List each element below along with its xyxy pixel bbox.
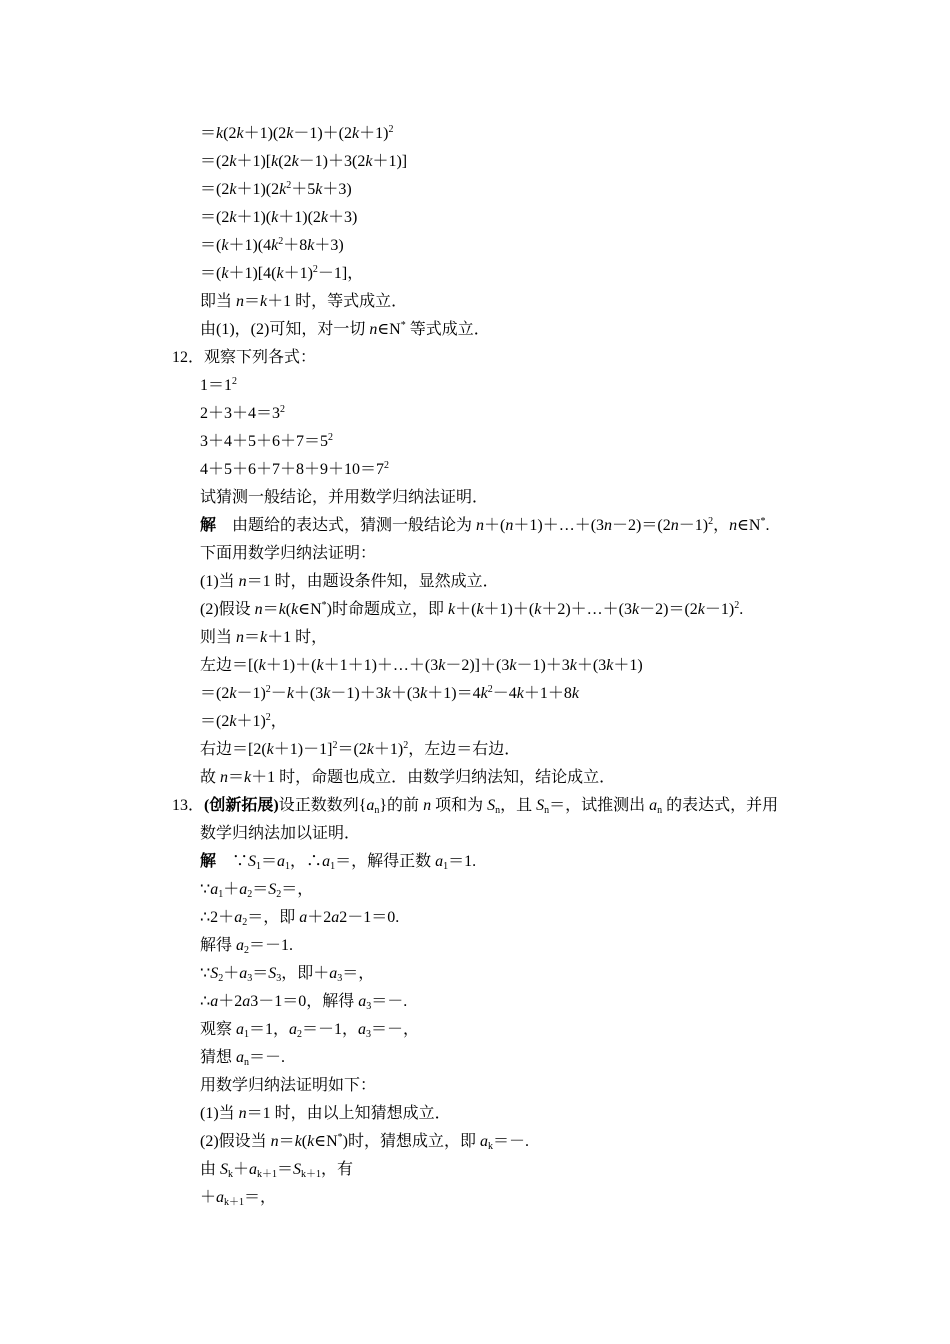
text-line: 数学归纳法加以证明．: [200, 825, 361, 842]
text-line: 故 n＝k＋1 时，命题也成立．由数学归纳法知，结论成立．: [200, 769, 616, 786]
solution-line: 解 $\because S_1=a_1$，$\therefore a_1=$，解得正数 $a_1=1$.: [200, 853, 477, 872]
text-line: 右边$=[2(k+1)-1]^2=(2k+1)^2$，左边＝右边．: [200, 740, 521, 758]
text-line: $1=1^2$: [200, 376, 238, 394]
text-line: (1)当 n＝1 时，由以上知猜想成立．: [200, 1105, 451, 1122]
text-line: 由(1)，(2)可知，对一切 n∈N* 等式成立．: [200, 320, 490, 338]
text-line: 观察 $a_1=1$，$a_2=-1$，$a_3=-$，: [200, 1021, 420, 1040]
text-line: ∴a＋2a3－1＝0，解得 $a_3=-$.: [200, 993, 408, 1012]
text-line: $=k(2k+1)(2k-1)+(2k+1)^2$: [200, 124, 394, 142]
text-line: $+a_{k+1}=$，: [200, 1189, 277, 1208]
text-line: $4+5+6+7+8+9+10=7^2$: [200, 460, 390, 478]
text-line: $\because S_2+a_3=S_3$，即$+a_3=$，: [200, 965, 375, 984]
text-line: $3+4+5+6+7=5^2$: [200, 432, 334, 450]
text-line: $=(2k+1)^2$，: [200, 712, 287, 730]
text-line: 猜想 $a_n=-$.: [200, 1049, 286, 1068]
solution-line: 解 由题给的表达式，猜测一般结论为 $n+(n+1)+\dots+(3n-2)=(2n-1)^2$，n∈N*.: [200, 516, 770, 534]
text-line: ＝(2k＋1)(k＋1)(2k＋3): [200, 209, 358, 226]
text-line: 左边＝[(k＋1)＋(k＋1＋1)＋…＋(3k－2)]＋(3k－1)＋3k＋(3k＋1): [200, 657, 643, 674]
text-line: 用数学归纳法证明如下：: [200, 1077, 377, 1094]
text-line: (2)假设当 n＝k(k∈N*)时，猜想成立，即 $a_k=-$.: [200, 1132, 529, 1152]
text-line: $=(2k+1)(2k^2+5k+3)$: [200, 180, 352, 198]
text-line: $2+3+4=3^2$: [200, 404, 286, 422]
text-line: 即当 n＝k＋1 时，等式成立．: [200, 293, 408, 310]
text-line: 则当 n＝k＋1 时，: [200, 629, 328, 646]
problem-heading: 13．(创新拓展)设正数数列$\{a_n\}$的前 n 项和为 $S_n$，且 $S_n=$，试推测出 $a_n$ 的表达式，并用: [172, 797, 779, 816]
text-line: 下面用数学归纳法证明：: [200, 545, 377, 562]
text-line: 试猜测一般结论，并用数学归纳法证明．: [200, 489, 489, 506]
problem-heading: 12．观察下列各式：: [172, 349, 317, 366]
text-line: ＝(2k＋1)[k(2k－1)＋3(2k＋1)]: [200, 153, 408, 170]
text-line: 解得 $a_2=-1$.: [200, 937, 294, 956]
text-line: $=(k+1)(4k^2+8k+3)$: [200, 236, 344, 254]
text-line: $\therefore 2+a_2=$，即 a＋2a2－1＝0.: [200, 909, 400, 928]
text-line: $\because a_1+a_2=S_2=$，: [200, 881, 314, 900]
text-line: $=(2k-1)^2-k+(3k-1)+3k+(3k+1)=4k^2-4k+1+8k$: [200, 684, 579, 702]
text-line: (1)当 n＝1 时，由题设条件知，显然成立．: [200, 573, 499, 590]
text-line: (2)假设 n＝k(k∈N*)时命题成立，即 $k+(k+1)+(k+2)+\dots+(3k-2)=(2k-1)^2$.: [200, 600, 744, 618]
text-line: $=(k+1)[4(k+1)^2-1]$，: [200, 264, 364, 282]
text-line: 由 $S_k+a_{k+1}=S_{k+1}$，有: [200, 1161, 354, 1180]
